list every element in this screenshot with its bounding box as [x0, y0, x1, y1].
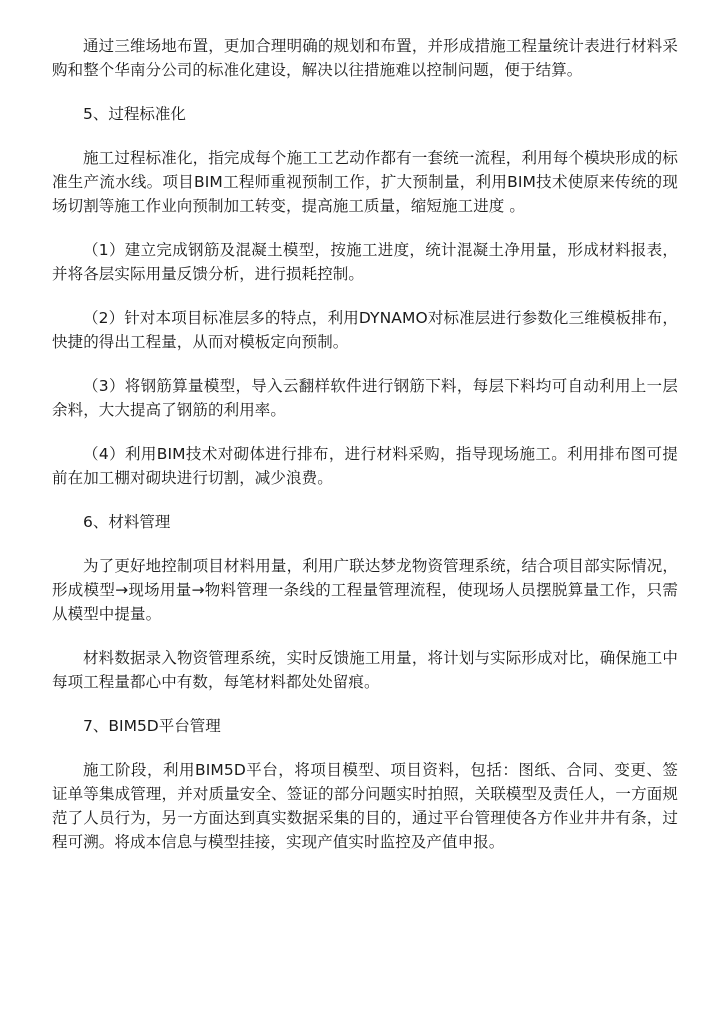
paragraph-site-layout: 通过三维场地布置，更加合理明确的规划和布置，并形成措施工程量统计表进行材料采购和整个华南分公司的标准化建设，解决以往措施难以控制问题，便于结算。	[52, 37, 678, 79]
paragraph-material-management-1: 为了更好地控制项目材料用量，利用广联达梦龙物资管理系统，结合项目部实际情况，形成模型→现场用量→物料管理一条线的工程量管理流程，使现场人员摆脱算量工作，只需从模型中提量。	[52, 557, 678, 623]
paragraph-item-4: （4）利用BIM技术对砌体进行排布，进行材料采购，指导现场施工。利用排布图可提前在加工棚对砌块进行切割，减少浪费。	[52, 445, 678, 487]
paragraph-item-2: （2）针对本项目标准层多的特点，利用DYNAMO对标准层进行参数化三维模板排布，快捷的得出工程量，从而对模板定向预制。	[52, 309, 678, 351]
document-page	[52, 34, 678, 874]
paragraph-process-standardization: 施工过程标准化，指完成每个施工工艺动作都有一套统一流程，利用每个模块形成的标准生产流水线。项目BIM工程师重视预制工作，扩大预制量，利用BIM技术使原来传统的现场切割等施工作业向预制加工转变，提高施工质量，缩短施工进度 。	[52, 149, 678, 215]
paragraph-item-1: （1）建立完成钢筋及混凝土模型，按施工进度，统计混凝土净用量，形成材料报表，并将各层实际用量反馈分析，进行损耗控制。	[52, 241, 678, 283]
heading-bim5d-platform: 7、BIM5D平台管理	[83, 717, 221, 735]
paragraph-bim5d-platform: 施工阶段，利用BIM5D平台，将项目模型、项目资料，包括：图纸、合同、变更、签证单等集成管理，并对质量安全、签证的部分问题实时拍照，关联模型及责任人，一方面规范了人员行为，另一方面达到真实数据采集的目的，通过平台管理使各方作业井井有条，过程可溯。将成本信息与模型挂接，实现产值实时监控及产值申报。	[52, 761, 678, 851]
heading-process-standardization: 5、过程标准化	[83, 105, 186, 123]
paragraph-material-management-2: 材料数据录入物资管理系统，实时反馈施工用量，将计划与实际形成对比，确保施工中每项工程量都心中有数，每笔材料都处处留痕。	[52, 649, 678, 691]
paragraph-item-3: （3）将钢筋算量模型，导入云翻样软件进行钢筋下料，每层下料均可自动利用上一层余料，大大提高了钢筋的利用率。	[52, 377, 678, 419]
heading-material-management: 6、材料管理	[83, 513, 171, 531]
